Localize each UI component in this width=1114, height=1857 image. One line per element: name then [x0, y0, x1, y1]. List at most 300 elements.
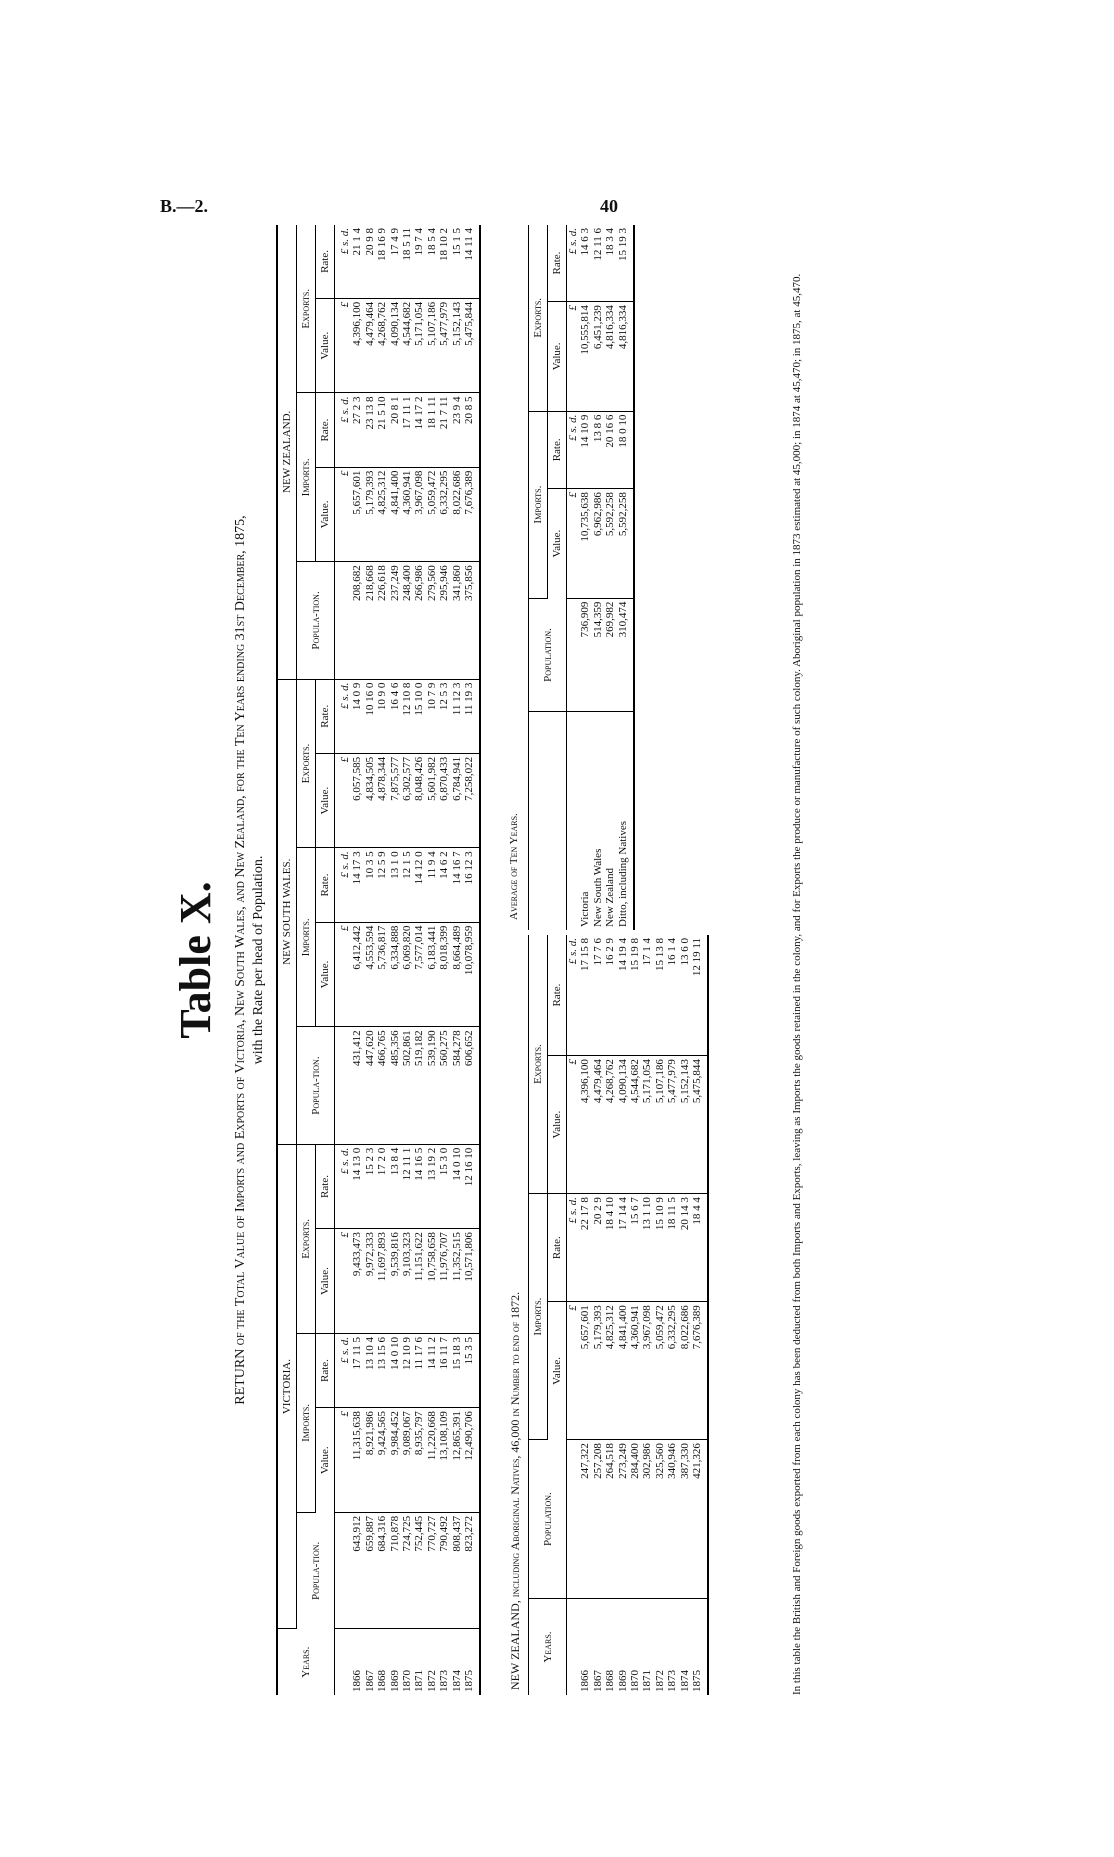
table-row [679, 935, 691, 1695]
table-cell: 27 2 3 [351, 393, 363, 467]
imports-header: Imports. [529, 1194, 548, 1440]
table-cell: 13 10 4 [364, 1333, 376, 1407]
currency-cell [335, 562, 352, 679]
currency-cell: £ s. d. [567, 935, 580, 1056]
currency-cell [567, 1599, 580, 1695]
row-label-cell: 1871 [641, 1670, 654, 1692]
population-header: Population. [529, 1440, 567, 1599]
table-cell: 4,090,134 [617, 1056, 629, 1194]
table-cell: 6,412,442 [351, 922, 363, 1027]
table-cell: 13,108,109 [438, 1408, 450, 1513]
currency-cell: £ s. d. [567, 1194, 580, 1302]
table-cell: 21 1 4 [351, 225, 363, 298]
table-cell: 16 2 9 [604, 935, 616, 1056]
table-cell: 790,492 [438, 1512, 450, 1628]
table-cell: 4,816,334 [604, 302, 616, 411]
table-row [438, 225, 450, 1695]
table-cell: 770,727 [426, 1512, 438, 1628]
table-cell: 4,090,134 [389, 298, 401, 393]
table-cell: 560,275 [438, 1027, 450, 1144]
currency-cell: £ s. d. [335, 225, 352, 298]
table-cell: 8,048,426 [413, 753, 425, 848]
table-cell: 20 8 5 [463, 393, 480, 467]
table-cell: 5,657,601 [351, 467, 363, 562]
table-cell: 11 17 6 [413, 1333, 425, 1407]
currency-cell [335, 1629, 352, 1695]
table-cell: 3,967,098 [641, 1302, 653, 1440]
currency-row [567, 225, 580, 930]
population-header: Popula-tion. [297, 1512, 335, 1628]
table-row [592, 935, 604, 1695]
table-cell: 584,278 [451, 1027, 463, 1144]
table-cell: 11 9 4 [426, 848, 438, 922]
table-cell: 17 4 9 [389, 225, 401, 298]
table-cell: 218,668 [364, 562, 376, 679]
table-cell: 14 0 9 [351, 679, 363, 753]
table-cell: 9,972,333 [364, 1229, 376, 1334]
table-caption [232, 220, 268, 1700]
table-cell: 4,479,464 [364, 298, 376, 393]
row-label-cell: 1866 [351, 1670, 364, 1692]
table-cell: 12 11 6 [592, 225, 604, 302]
document-reference: B.—2. [160, 196, 209, 216]
table-cell: 7,676,389 [463, 467, 480, 562]
table-cell: 15 3 0 [438, 1144, 450, 1228]
table-cell: 14 0 10 [451, 1144, 463, 1228]
row-label-cell: 1872 [425, 1670, 438, 1692]
table-cell: 8,935,797 [413, 1408, 425, 1513]
table-cell: 4,878,344 [376, 753, 388, 848]
table-cell: 17 7 6 [592, 935, 604, 1056]
table-cell: 13 6 0 [679, 935, 691, 1056]
currency-cell: £ [567, 302, 580, 411]
table-cell: 13 1 0 [389, 848, 401, 922]
currency-row [567, 935, 580, 1695]
table-cell: 12 19 11 [691, 935, 708, 1056]
table-cell: 10,078,959 [463, 922, 480, 1027]
table-cell: 266,986 [413, 562, 425, 679]
row-label-cell: 1870 [401, 1670, 414, 1692]
table-cell: 14 17 3 [351, 848, 363, 922]
table-cell: 5,475,844 [691, 1056, 708, 1194]
table-cell: 9,984,452 [389, 1408, 401, 1513]
table-cell: 18 5 11 [401, 225, 413, 298]
table-cell: 257,208 [592, 1440, 604, 1599]
table-cell: 9,424,565 [376, 1408, 388, 1513]
table-cell: 8,664,489 [451, 922, 463, 1027]
table-cell: 15 19 3 [617, 225, 634, 302]
table-cell: 5,107,186 [426, 298, 438, 393]
currency-row [335, 225, 352, 1695]
table-cell: 387,330 [679, 1440, 691, 1599]
table-cell: 6,784,941 [451, 753, 463, 848]
table-cell: 14 6 3 [579, 225, 591, 302]
table-cell: 752,445 [413, 1512, 425, 1628]
table-cell: 9,089,067 [401, 1408, 413, 1513]
currency-cell: £ s. d. [335, 1144, 352, 1228]
table-cell: 295,946 [438, 562, 450, 679]
table-cell: 684,316 [376, 1512, 388, 1628]
table-cell: 273,249 [617, 1440, 629, 1599]
table-row [617, 935, 629, 1695]
table-cell: 4,479,464 [592, 1056, 604, 1194]
table-cell: 15 10 0 [413, 679, 425, 753]
value-header: Value. [548, 489, 567, 598]
table-cell: 18 11 5 [666, 1194, 678, 1302]
table-cell: 11,220,668 [426, 1408, 438, 1513]
table-cell: 8,022,686 [679, 1302, 691, 1440]
footnote: In this table the British and Foreign goods exported from each colony has been deducted from both Imports and Exports, leaving as Imports the goods retained in the colony, and for Exports the produce or manufacture of such colony. Aboriginal population in 1873 estimated at 45,000; in 1874 at 45,470; in 1875, at 45,470. [791, 273, 803, 1695]
row-label-cell: 1867 [363, 1670, 376, 1692]
table-cell: 12,865,391 [451, 1408, 463, 1513]
table-cell: 17 14 4 [617, 1194, 629, 1302]
table-cell: 269,982 [604, 598, 616, 712]
table-cell: 12 1 5 [401, 848, 413, 922]
table-cell: 5,179,393 [364, 467, 376, 562]
table-cell: 7,258,022 [463, 753, 480, 848]
table-row [389, 225, 401, 1695]
row-label-cell: 1874 [450, 1670, 463, 1692]
currency-cell: £ [567, 1302, 580, 1440]
table-cell: 18 4 4 [691, 1194, 708, 1302]
table-cell: 4,825,312 [604, 1302, 616, 1440]
exports-header: Exports. [529, 225, 548, 411]
table-cell: 4,834,505 [364, 753, 376, 848]
exports-header: Exports. [297, 225, 316, 393]
table-cell: 724,725 [401, 1512, 413, 1628]
years-header: Years. [529, 1599, 567, 1695]
table-cell: 5,736,817 [376, 922, 388, 1027]
currency-cell [567, 598, 580, 712]
table-cell: 4,360,941 [401, 467, 413, 562]
table-cell: 14 10 9 [579, 411, 591, 489]
table-cell: 226,618 [376, 562, 388, 679]
table-cell: 17 1 4 [641, 935, 653, 1056]
imports-header: Imports. [297, 848, 316, 1027]
table-cell: 21 7 11 [438, 393, 450, 467]
table-cell: 5,179,393 [592, 1302, 604, 1440]
rate-header: Rate. [316, 393, 335, 467]
currency-cell: £ [335, 1408, 352, 1513]
population-header: Popula-tion. [297, 562, 335, 679]
table-cell: 13 8 4 [389, 1144, 401, 1228]
table-cell: 5,592,258 [617, 489, 634, 598]
table-cell: 15 2 3 [364, 1144, 376, 1228]
currency-cell: £ [335, 753, 352, 848]
table-cell: 11 12 3 [451, 679, 463, 753]
row-label-cell: 1868 [604, 1670, 617, 1692]
table-cell: 12 11 1 [401, 1144, 413, 1228]
exports-header: Exports. [297, 1144, 316, 1333]
table-cell: 6,057,585 [351, 753, 363, 848]
table-cell: 10 3 5 [364, 848, 376, 922]
value-header: Value. [316, 298, 335, 393]
table-row [666, 935, 678, 1695]
colony-header-nz: NEW ZEALAND. [277, 225, 297, 679]
table-cell: 15 3 5 [463, 1333, 480, 1407]
rate-header: Rate. [316, 1144, 335, 1228]
table-cell: 16 4 6 [389, 679, 401, 753]
value-header: Value. [548, 1302, 567, 1440]
table-cell: 247,322 [579, 1440, 591, 1599]
rate-header: Rate. [316, 679, 335, 753]
currency-cell: £ s. d. [567, 225, 580, 302]
table-cell: 4,825,312 [376, 467, 388, 562]
table-cell: 18 4 10 [604, 1194, 616, 1302]
population-header: Population. [529, 598, 567, 712]
table-cell: 16 11 7 [438, 1333, 450, 1407]
average-table-body [567, 225, 635, 930]
table-row [654, 935, 666, 1695]
table-cell: 6,332,295 [438, 467, 450, 562]
table-cell: 5,152,143 [679, 1056, 691, 1194]
table-cell: 340,946 [666, 1440, 678, 1599]
table-cell: 16 12 3 [463, 848, 480, 922]
colony-header-victoria: VICTORIA. [277, 1144, 297, 1629]
table-cell: 514,359 [592, 598, 604, 712]
table-row [401, 225, 413, 1695]
table-cell: 14 6 2 [438, 848, 450, 922]
currency-cell: £ s. d. [567, 411, 580, 489]
table-row [579, 935, 591, 1695]
row-label-cell: 1867 [591, 1670, 604, 1692]
currency-cell: £ [335, 922, 352, 1027]
table-cell: 10,735,638 [579, 489, 591, 598]
rotated-page-content [150, 220, 950, 1700]
table-cell: 14 12 0 [413, 848, 425, 922]
table-cell: 15 1 5 [451, 225, 463, 298]
table-cell: 5,477,979 [438, 298, 450, 393]
table-cell: 14 11 4 [463, 225, 480, 298]
table-cell: 4,396,100 [579, 1056, 591, 1194]
table-cell: 4,841,400 [617, 1302, 629, 1440]
table-cell: 4,544,682 [629, 1056, 641, 1194]
table-cell: 375,856 [463, 562, 480, 679]
table-cell: 4,841,400 [389, 467, 401, 562]
table-cell: 20 2 9 [592, 1194, 604, 1302]
table-cell: 5,477,979 [666, 1056, 678, 1194]
table-cell: 20 16 6 [604, 411, 616, 489]
table-row [604, 225, 616, 930]
table-cell: 5,152,143 [451, 298, 463, 393]
years-header: Years. [277, 1629, 335, 1695]
table-cell: 9,433,473 [351, 1229, 363, 1334]
row-label-cell: 1873 [666, 1670, 679, 1692]
table-cell: 12 16 10 [463, 1144, 480, 1228]
table-cell: 466,765 [376, 1027, 388, 1144]
table-cell: 16 1 4 [666, 935, 678, 1056]
table-cell: 6,451,239 [592, 302, 604, 411]
table-cell: 823,272 [463, 1512, 480, 1628]
table-cell: 302,986 [641, 1440, 653, 1599]
table-row [629, 935, 641, 1695]
currency-cell [335, 1027, 352, 1144]
currency-cell: £ s. d. [335, 848, 352, 922]
value-header: Value. [316, 922, 335, 1027]
currency-cell [567, 1440, 580, 1599]
table-cell: 643,912 [351, 1512, 363, 1628]
table-cell: 18 16 9 [376, 225, 388, 298]
table-row [376, 225, 388, 1695]
table-cell: 13 8 6 [592, 411, 604, 489]
table-cell: 18 3 4 [604, 225, 616, 302]
table-cell: 11 19 3 [463, 679, 480, 753]
table-cell: 4,544,682 [401, 298, 413, 393]
table-cell: 5,059,472 [426, 467, 438, 562]
table-cell: 11,352,515 [451, 1229, 463, 1334]
row-label-cell: 1873 [438, 1670, 451, 1692]
caption-line-1: RETURN of the Total Value of Imports and Exports of Victoria, New South Wales, and New Zealand, for the Ten Years ending 31st December, 1875, [233, 515, 248, 1405]
table-cell: 23 9 4 [451, 393, 463, 467]
row-label-cell: 1869 [616, 1670, 629, 1692]
currency-cell: £ [335, 1229, 352, 1334]
table-cell: 17 15 8 [579, 935, 591, 1056]
table-cell: 15 13 8 [654, 935, 666, 1056]
row-label-cell: 1872 [653, 1670, 666, 1692]
table-title: Table X. [171, 881, 220, 1039]
table-cell: 21 5 10 [376, 393, 388, 467]
row-label-cell: 1871 [413, 1670, 426, 1692]
table-row [364, 225, 376, 1695]
table-cell: 10,555,814 [579, 302, 591, 411]
currency-cell: £ [335, 467, 352, 562]
row-label-cell: 1875 [463, 1629, 480, 1695]
table-cell: 13 19 2 [426, 1144, 438, 1228]
currency-cell: £ s. d. [335, 679, 352, 753]
table-cell: 7,577,014 [413, 922, 425, 1027]
currency-cell: £ [567, 489, 580, 598]
table-cell: 539,190 [426, 1027, 438, 1144]
table-cell: 325,560 [654, 1440, 666, 1599]
table-cell: 11,697,893 [376, 1229, 388, 1334]
table-cell: 8,018,399 [438, 922, 450, 1027]
table-cell: 15 6 7 [629, 1194, 641, 1302]
row-label-cell: 1868 [376, 1670, 389, 1692]
table-cell: 13 1 10 [641, 1194, 653, 1302]
table-cell: 14 19 4 [617, 935, 629, 1056]
table-cell: 519,182 [413, 1027, 425, 1144]
table-cell: 20 14 3 [679, 1194, 691, 1302]
caption-line-2: with the Rate per head of Population. [251, 855, 266, 1065]
table-cell: 6,332,295 [666, 1302, 678, 1440]
table-cell: 14 16 5 [413, 1144, 425, 1228]
table-cell: 6,962,986 [592, 489, 604, 598]
rate-header: Rate. [548, 411, 567, 489]
imports-header: Imports. [297, 1333, 316, 1512]
table-row [691, 935, 708, 1695]
exports-header: Exports. [297, 679, 316, 848]
table-cell: 15 19 8 [629, 935, 641, 1056]
row-label-cell: 1874 [678, 1670, 691, 1692]
table-cell: 22 17 8 [579, 1194, 591, 1302]
rate-header: Rate. [548, 935, 567, 1056]
colony-header-nsw: NEW SOUTH WALES. [277, 679, 297, 1144]
table-cell: 23 13 8 [364, 393, 376, 467]
value-header: Value. [548, 302, 567, 411]
table-row [641, 935, 653, 1695]
table-cell: 12 10 8 [401, 679, 413, 753]
table-cell: 14 0 10 [389, 1333, 401, 1407]
table-cell: 9,103,323 [401, 1229, 413, 1334]
table-cell: 5,059,472 [654, 1302, 666, 1440]
table-cell: 8,921,986 [364, 1408, 376, 1513]
row-label-cell: Ditto, including Natives [617, 712, 634, 930]
rate-header: Rate. [316, 225, 335, 298]
table-row [426, 225, 438, 1695]
table-cell: 17 11 5 [351, 1333, 363, 1407]
table-row [604, 935, 616, 1695]
table-cell: 7,676,389 [691, 1302, 708, 1440]
table-cell: 10 7 9 [426, 679, 438, 753]
table-row [351, 225, 363, 1695]
table-cell: 3,967,098 [413, 467, 425, 562]
table-cell: 6,302,577 [401, 753, 413, 848]
table-cell: 14 13 0 [351, 1144, 363, 1228]
table-cell: 18 5 4 [426, 225, 438, 298]
table-cell: 5,171,054 [641, 1056, 653, 1194]
exports-header: Exports. [529, 935, 548, 1194]
table-cell: 18 0 10 [617, 411, 634, 489]
table-cell: 4,396,100 [351, 298, 363, 393]
row-label-cell: Victoria [579, 891, 592, 927]
table-cell: 20 8 1 [389, 393, 401, 467]
table-cell: 421,326 [691, 1440, 708, 1599]
table-cell: 6,069,820 [401, 922, 413, 1027]
table-cell: 19 7 4 [413, 225, 425, 298]
table-cell: 6,334,888 [389, 922, 401, 1027]
table-cell: 9,539,816 [389, 1229, 401, 1334]
page-number: 40 [600, 196, 618, 216]
nz-natives-title: NEW ZEALAND, including Aboriginal Natives, 46,000 in Number to end of 1872. [508, 1291, 522, 1690]
table-cell: 5,475,844 [463, 298, 480, 393]
table-cell: 12 10 9 [401, 1333, 413, 1407]
table-row [463, 225, 480, 1695]
table-cell: 5,107,186 [654, 1056, 666, 1194]
table-cell: 17 11 1 [401, 393, 413, 467]
table-row [451, 225, 463, 1695]
table-cell: 15 10 9 [654, 1194, 666, 1302]
row-label-cell: New Zealand [604, 868, 617, 927]
table-cell: 310,474 [617, 598, 634, 712]
table-cell: 7,875,577 [389, 753, 401, 848]
table-cell: 5,592,258 [604, 489, 616, 598]
value-header: Value. [316, 1408, 335, 1513]
table-cell: 736,909 [579, 598, 591, 712]
table-cell: 13 15 6 [376, 1333, 388, 1407]
table-cell: 447,620 [364, 1027, 376, 1144]
table-cell: 284,400 [629, 1440, 641, 1599]
table-cell: 12,490,706 [463, 1408, 480, 1513]
rate-header: Rate. [316, 1333, 335, 1407]
main-table-body [335, 225, 481, 1695]
table-cell: 502,861 [401, 1027, 413, 1144]
table-cell: 17 2 0 [376, 1144, 388, 1228]
table-cell: 12 5 9 [376, 848, 388, 922]
table-cell: 485,356 [389, 1027, 401, 1144]
table-cell: 11,151,622 [413, 1229, 425, 1334]
table-cell: 10 9 0 [376, 679, 388, 753]
table-cell: 18 1 11 [426, 393, 438, 467]
main-return-table [276, 225, 481, 1695]
table-cell: 14 11 2 [426, 1333, 438, 1407]
imports-header: Imports. [529, 411, 548, 598]
row-label-cell: 1875 [691, 1599, 708, 1695]
table-cell: 8,022,686 [451, 467, 463, 562]
table-cell: 279,560 [426, 562, 438, 679]
table-cell: 606,652 [463, 1027, 480, 1144]
table-cell: 6,183,441 [426, 922, 438, 1027]
table-cell: 264,518 [604, 1440, 616, 1599]
